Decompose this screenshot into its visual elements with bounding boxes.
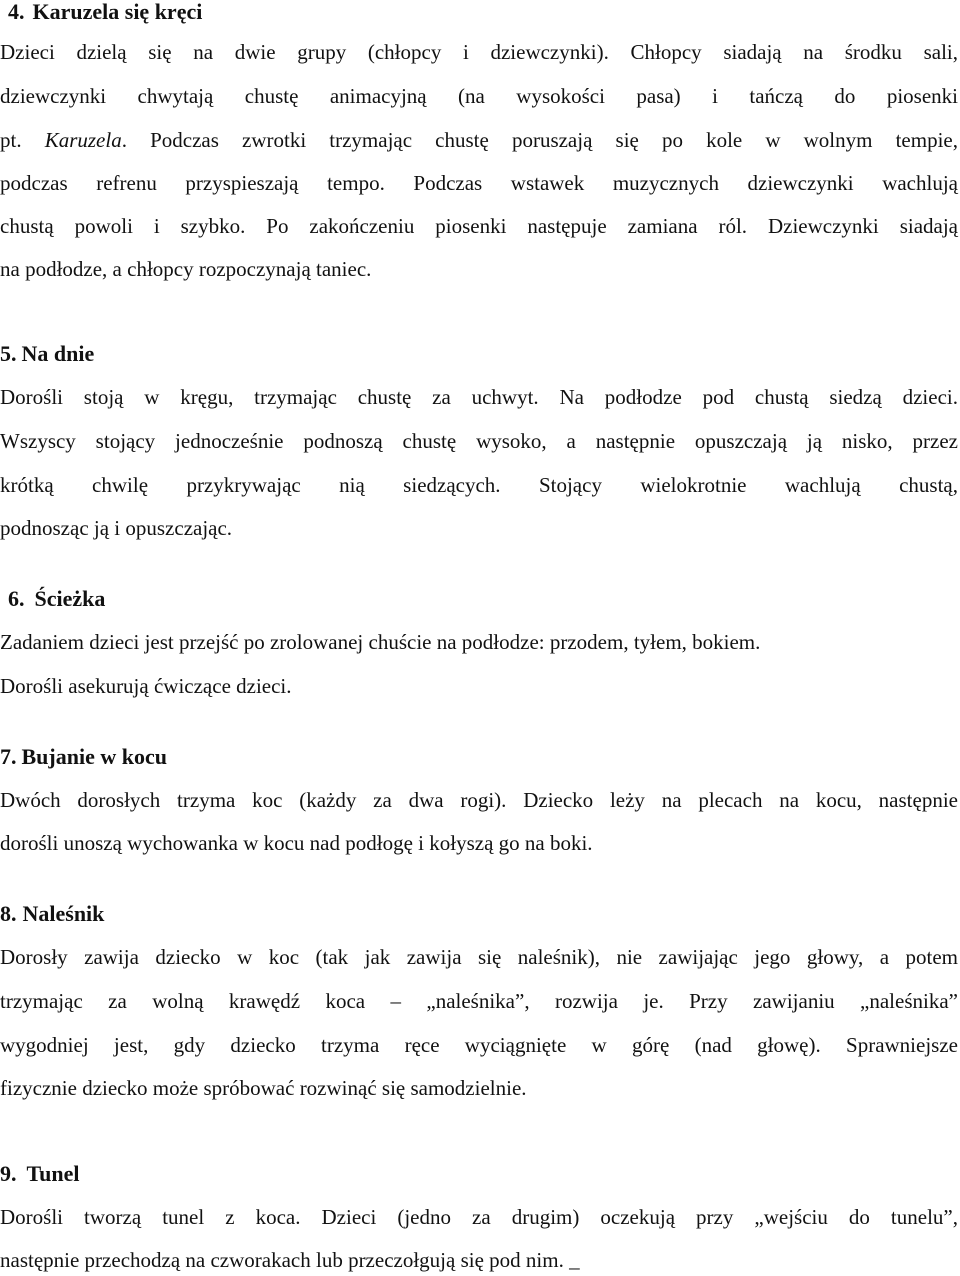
section-title: Na dnie <box>21 341 95 366</box>
paragraph-line: krótką chwilę przykrywając nią siedzących. Stojący wielokrotnie wachlują chustą, <box>0 473 958 497</box>
paragraph-line: Wszyscy stojący jednocześnie podnoszą chustę wysoko, a następnie opuszczają ją nisko, przez <box>0 429 958 453</box>
section-7-heading <box>0 743 167 771</box>
section-8-heading <box>0 900 104 928</box>
paragraph-line: podnosząc ją i opuszczając. <box>0 516 233 540</box>
section-9-heading <box>0 1160 80 1188</box>
paragraph-line: następnie przechodzą na czworakach lub przeczołgują się pod nim. _ <box>0 1248 580 1272</box>
song-title: Karuzela <box>44 128 122 152</box>
section-title: Ścieżka <box>34 586 106 611</box>
section-number: 8. <box>0 901 17 926</box>
paragraph-line <box>0 126 958 154</box>
paragraph-line: Zadaniem dzieci jest przejść po zrolowanej chuście na podłodze: przodem, tyłem, bokiem. <box>0 630 761 654</box>
paragraph-line: Dorośli asekurują ćwiczące dzieci. <box>0 674 292 698</box>
text-run: . Podczas zwrotki trzymając chustę poruszają się po kole w wolnym tempie, <box>121 128 958 152</box>
section-title: Bujanie w kocu <box>21 744 167 769</box>
section-title: Tunel <box>26 1161 80 1186</box>
section-number: 6. <box>8 586 25 611</box>
section-6-heading <box>8 585 105 613</box>
paragraph-line: Dwóch dorosłych trzyma koc (każdy za dwa rogi). Dziecko leży na plecach na kocu, następnie <box>0 788 958 812</box>
paragraph-line: dziewczynki chwytają chustę animacyjną (na wysokości pasa) i tańczą do piosenki <box>0 84 958 108</box>
paragraph-line: dorośli unoszą wychowanka w kocu nad podłogę i kołyszą go na boki. <box>0 831 593 855</box>
paragraph-line: Dorośli tworzą tunel z koca. Dzieci (jedno za drugim) oczekują przy „wejściu do tunelu”, <box>0 1205 958 1229</box>
section-title: Naleśnik <box>22 901 105 926</box>
text-run: pt. <box>0 128 45 152</box>
paragraph-line: Dorośli stoją w kręgu, trzymając chustę za uchwyt. Na podłodze pod chustą siedzą dzieci. <box>0 385 958 409</box>
paragraph-line: Dzieci dzielą się na dwie grupy (chłopcy i dziewczynki). Chłopcy siadają na środku sali, <box>0 40 958 64</box>
section-number: 9. <box>0 1161 17 1186</box>
section-4-heading <box>8 0 202 26</box>
paragraph-line: chustą powoli i szybko. Po zakończeniu piosenki następuje zamiana ról. Dziewczynki siadają <box>0 214 958 238</box>
paragraph-line: podczas refrenu przyspieszają tempo. Podczas wstawek muzycznych dziewczynki wachlują <box>0 171 958 195</box>
paragraph-line: fizycznie dziecko może spróbować rozwinąć się samodzielnie. <box>0 1076 527 1100</box>
paragraph-line: trzymając za wolną krawędź koca – „naleśnika”, rozwija je. Przy zawijaniu „naleśnika” <box>0 989 958 1013</box>
paragraph-line: Dorosły zawija dziecko w koc (tak jak zawija się naleśnik), nie zawijając jego głowy, a potem <box>0 945 958 969</box>
paragraph-line: wygodniej jest, gdy dziecko trzyma ręce wyciągnięte w górę (nad głowę). Sprawniejsze <box>0 1033 958 1057</box>
paragraph-line: na podłodze, a chłopcy rozpoczynają taniec. <box>0 257 372 281</box>
section-number: 5. <box>0 341 17 366</box>
section-title: Karuzela się kręci <box>32 0 203 24</box>
section-number: 4. <box>8 0 25 24</box>
section-number: 7. <box>0 744 17 769</box>
section-5-heading <box>0 340 94 368</box>
